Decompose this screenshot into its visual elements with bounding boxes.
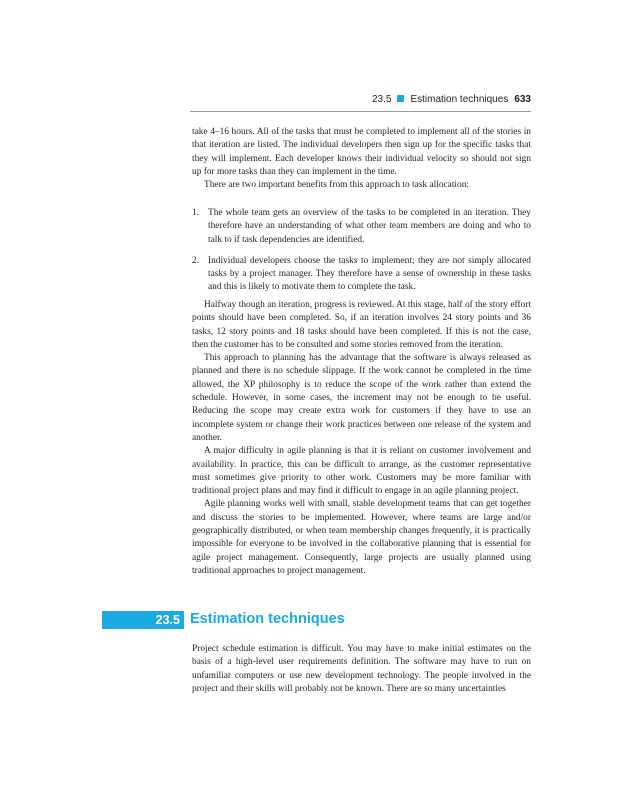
list-item-text: Individual developers choose the tasks to implement; they are not simply allocated tasks by a project manager. They therefore have a sense of ownership in these tasks and this is likely to motivate them to complete the task. xyxy=(208,255,531,293)
list-item xyxy=(192,255,531,295)
page-number: 633 xyxy=(514,94,531,105)
header-rule xyxy=(190,111,531,112)
paragraph: This approach to planning has the advantage that the software is always released as planned and there is no schedule slippage. If the work cannot be completed in the time allowed, the XP philosophy is to reduce the scope of the work rather than extend the schedule. However, in some cases, the increment may not be enough to be useful. Reducing the scope may create extra work for customers if they have to use an incomplete system or change their work practices between one release of the system and another. xyxy=(192,353,531,443)
section-heading: Estimation techniques xyxy=(190,611,345,627)
header-square-icon xyxy=(397,95,404,102)
numbered-list xyxy=(192,207,531,295)
section-number-badge: 23.5 xyxy=(102,611,184,629)
paragraph: There are two important benefits from this approach to task allocation: xyxy=(204,180,470,191)
running-header xyxy=(190,93,531,107)
header-section-number: 23.5 xyxy=(372,94,392,105)
list-item-number: 2. xyxy=(192,255,200,266)
paragraph: Agile planning works well with small, stable development teams that can get together and discuss the stories to be implemented. However, where teams are large and/or geographically distributed, or when team membership changes frequently, it is practically impossible for everyone to be involved in the collaborative planning that is essential for agile project management. Consequently, large projects are usually planned using traditional approaches to project management. xyxy=(192,499,531,576)
header-section-title: Estimation techniques xyxy=(410,94,509,105)
paragraph: Halfway though an iteration, progress is reviewed. At this stage, half of the story effort points should have been completed. So, if an iteration involves 24 story points and 36 tasks, 12 story points and 18 tasks should have been completed. If this is not the case, then the customer has to be consulted and some stories removed from the iteration. xyxy=(192,300,531,350)
paragraph: Project schedule estimation is difficult. You may have to make initial estimates on the basis of a high-level user requirements definition. The software may have to run on unfamiliar computers or use new development technology. The people involved in the project and their skills will probably not be known. There are so many uncertainties xyxy=(192,644,531,694)
paragraph: A major difficulty in agile planning is that it is reliant on customer involvement and availability. In practice, this can be difficult to arrange, as the customer representative must sometimes give priority to other work. Customers may be more familiar with traditional project plans and may find it difficult to engage in an agile planning project. xyxy=(192,446,531,497)
text-block-3 xyxy=(192,643,531,696)
text-block-2 xyxy=(192,299,531,578)
paragraph: take 4–16 hours. All of the tasks that must be completed to implement all of the stories in that iteration are listed. The individual developers then sign up for the specific tasks that they will implement. Each developer knows their individual velocity so should not sign up for more tasks than they can implement in the time. xyxy=(192,127,531,177)
text-block-1 xyxy=(192,126,531,192)
list-item-number: 1. xyxy=(192,208,200,218)
list-item xyxy=(192,207,531,247)
list-item-text: The whole team gets an overview of the tasks to be completed in an iteration. They therefore have an understanding of what other team members are doing and who to talk to if task dependencies are identified. xyxy=(208,208,531,245)
